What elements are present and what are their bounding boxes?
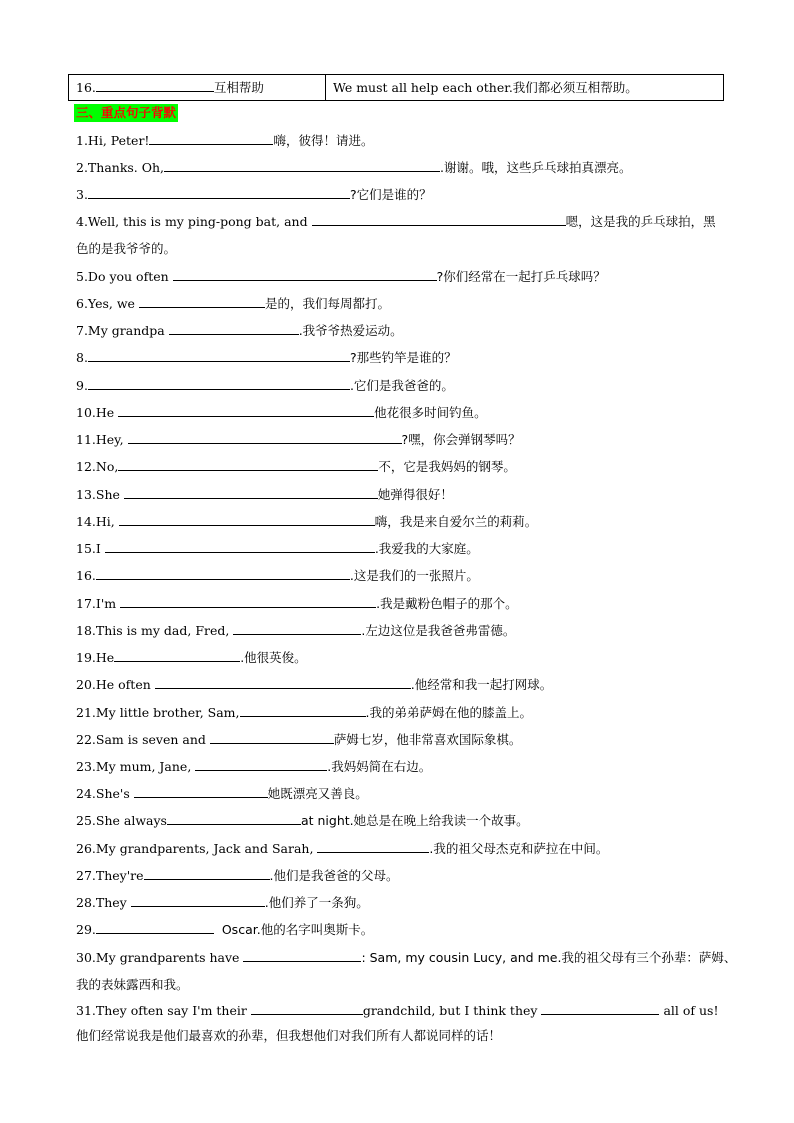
answer-blank[interactable] (149, 133, 273, 145)
sentence-text: 3. (76, 187, 88, 202)
answer-blank[interactable] (164, 160, 440, 172)
sentence-line (76, 1027, 501, 1045)
sentence-cn: ?嘿，你会弹钢琴吗？ (401, 432, 521, 447)
answer-blank[interactable] (88, 378, 350, 390)
answer-blank[interactable] (96, 80, 214, 92)
sentence-cn: .他经常和我一起打网球。 (410, 677, 553, 692)
sentence-line (76, 622, 515, 640)
sentence-line (76, 540, 479, 558)
sentence-line (76, 377, 454, 395)
sentence-text: 31.They often say I'm their (76, 1003, 247, 1018)
sentence-text: 15.I (76, 541, 101, 556)
answer-blank[interactable] (317, 841, 429, 853)
table-cell-left (69, 75, 326, 100)
sentence-line (76, 812, 529, 830)
answer-blank[interactable] (114, 650, 240, 662)
sentence-line (76, 213, 716, 231)
sentence-line (76, 159, 632, 177)
sentence-text: 17.I'm (76, 596, 117, 611)
answer-blank[interactable] (119, 514, 375, 526)
sentence-line (76, 458, 516, 476)
answer-blank[interactable] (195, 759, 327, 771)
sentence-text: 8. (76, 350, 88, 365)
phrase-cn: 互相帮助 (213, 80, 264, 95)
sentence-line (76, 132, 373, 150)
sentence-text: 21.My little brother, Sam, (76, 705, 240, 720)
answer-blank[interactable] (210, 732, 334, 744)
sentence-cn: .他很英俊。 (240, 650, 307, 665)
sentence-cn: .我的祖父母杰克和萨拉在中间。 (429, 841, 609, 856)
sentence-text: 18.This is my dad, Fred, (76, 623, 230, 638)
sentence-line (76, 894, 369, 912)
answer-blank[interactable] (88, 187, 350, 199)
sentence-line (76, 404, 487, 422)
sentence-line (76, 1002, 718, 1020)
sentence-line (76, 513, 537, 531)
sentence-line (76, 186, 432, 204)
sentence-cn: 他们经常说我是他们最喜欢的孙辈，但我想他们对我们所有人都说同样的话！ (76, 1028, 502, 1043)
table-cell-right (326, 75, 723, 100)
answer-blank[interactable] (173, 269, 437, 281)
answer-blank[interactable] (124, 487, 378, 499)
sentence-line (76, 322, 403, 340)
answer-blank[interactable] (134, 786, 268, 798)
sentence-text: grandchild, but I think they (362, 1003, 538, 1018)
answer-blank[interactable] (541, 1003, 659, 1015)
answer-blank[interactable] (169, 323, 299, 335)
sentence-text: all of us! (663, 1003, 719, 1018)
sentence-cn: : Sam, my cousin Lucy, and me.我的祖父母有三个孙辈：萨姆、 (361, 950, 737, 965)
sentence-line (76, 785, 368, 803)
answer-blank[interactable] (128, 432, 402, 444)
sentence-text: 14.Hi, (76, 514, 115, 529)
sentence-line (76, 595, 518, 613)
answer-blank[interactable] (251, 1003, 363, 1015)
sentence-line (76, 867, 399, 885)
sentence-cn: 不，它是我妈妈的钢琴。 (378, 459, 516, 474)
sentence-line (76, 486, 453, 504)
answer-blank[interactable] (120, 596, 376, 608)
sentence-text: 26.My grandparents, Jack and Sarah, (76, 841, 314, 856)
sentence-line (76, 649, 307, 667)
answer-blank[interactable] (96, 922, 214, 934)
vocab-table-row (68, 74, 724, 101)
sentence-cn: .他们养了一条狗。 (264, 895, 369, 910)
sentence-line (76, 949, 736, 967)
answer-blank[interactable] (167, 813, 301, 825)
sentence-cn: .谢谢。哦，这些乒乓球拍真漂亮。 (440, 160, 632, 175)
sentence-cn: 嗨，我是来自爱尔兰的莉莉。 (374, 514, 538, 529)
sentence-line (76, 921, 373, 939)
answer-blank[interactable] (312, 214, 566, 226)
sentence-cn: .这是我们的一张照片。 (349, 568, 479, 583)
sentence-text: 16. (76, 568, 96, 583)
sentence-line (76, 731, 521, 749)
sentence-text: 23.My mum, Jane, (76, 759, 192, 774)
answer-blank[interactable] (96, 568, 350, 580)
sentence-text: 10.He (76, 405, 115, 420)
sentence-text: 9. (76, 378, 88, 393)
answer-blank[interactable] (139, 296, 265, 308)
sentence-text: 22.Sam is seven and (76, 732, 206, 747)
sentence-text: 2.Thanks. Oh, (76, 160, 165, 175)
sentence-text: 27.They're (76, 868, 144, 883)
sentence-text: 5.Do you often (76, 269, 169, 284)
sentence-text: 1.Hi, Peter! (76, 133, 150, 148)
sentence-cn: .它们是我爸爸的。 (349, 378, 454, 393)
sentence-line (76, 676, 552, 694)
sentence-text: 19.He (76, 650, 115, 665)
sentence-cn: .我爱我的大家庭。 (374, 541, 479, 556)
sentence-line (76, 704, 532, 722)
sentence-cn: ?它们是谁的？ (349, 187, 432, 202)
answer-blank[interactable] (88, 350, 350, 362)
example-sentence: We must all help each other.我们都必须互相帮助。 (333, 80, 638, 95)
sentence-line (76, 758, 431, 776)
sentence-text: 29. (76, 922, 96, 937)
answer-blank[interactable] (243, 950, 361, 962)
sentence-line (76, 431, 521, 449)
sentence-cn: 他花很多时间钓鱼。 (374, 405, 487, 420)
sentence-cn: .我妈妈简在右边。 (327, 759, 432, 774)
answer-blank[interactable] (155, 677, 411, 689)
section-heading: 三、重点句子背默 (76, 105, 177, 120)
sentence-cn: at night.她总是在晚上给我读一个故事。 (300, 813, 529, 828)
sentence-cn: .我的弟弟萨姆在他的膝盖上。 (365, 705, 532, 720)
sentence-line (76, 976, 189, 994)
sentence-line (76, 295, 390, 313)
sentence-text: 30.My grandparents have (76, 950, 240, 965)
sentence-text: 28.They (76, 895, 127, 910)
item-number: 16. (76, 80, 96, 95)
sentence-cn: 她既漂亮又善良。 (267, 786, 368, 801)
sentence-cn: .左边这位是我爸爸弗雷德。 (361, 623, 516, 638)
sentence-cn: 嗯，这是我的乒乓球拍，黑 (565, 214, 716, 229)
answer-blank[interactable] (131, 895, 265, 907)
sentence-text: 6.Yes, we (76, 296, 135, 311)
sentence-cn: ?那些钓竿是谁的？ (349, 350, 457, 365)
answer-blank[interactable] (118, 459, 378, 471)
sentence-text: 12.No, (76, 459, 119, 474)
sentence-cn: 是的，我们每周都打。 (264, 296, 390, 311)
sentence-line (76, 268, 606, 286)
sentence-text: 13.She (76, 487, 120, 502)
answer-blank[interactable] (118, 405, 374, 417)
sentence-line (76, 240, 176, 258)
sentence-cn: 嗨，彼得！请进。 (273, 133, 374, 148)
answer-blank[interactable] (233, 623, 361, 635)
sentence-line (76, 840, 608, 858)
sentence-text: 20.He often (76, 677, 151, 692)
sentence-cn: ?你们经常在一起打乒乓球吗？ (436, 269, 606, 284)
sentence-cn: 我的表妹露西和我。 (76, 977, 189, 992)
sentence-cn: Oscar.他的名字叫奥斯卡。 (221, 922, 374, 937)
sentence-cn: 萨姆七岁，他非常喜欢国际象棋。 (333, 732, 522, 747)
sentence-text: 4.Well, this is my ping-pong bat, and (76, 214, 308, 229)
sentence-text: 7.My grandpa (76, 323, 165, 338)
answer-blank[interactable] (105, 541, 375, 553)
sentence-text: 25.She always (76, 813, 167, 828)
sentence-cn: 色的是我爷爷的。 (76, 241, 177, 256)
sentence-cn: .他们是我爸爸的父母。 (269, 868, 399, 883)
answer-blank[interactable] (144, 868, 270, 880)
sentence-text: 11.Hey, (76, 432, 124, 447)
sentence-cn: .我爷爷热爱运动。 (298, 323, 403, 338)
sentence-cn: 她弹得很好！ (377, 487, 453, 502)
sentence-line (76, 349, 457, 367)
answer-blank[interactable] (240, 705, 366, 717)
sentence-text: 24.She's (76, 786, 130, 801)
sentence-cn: .我是戴粉色帽子的那个。 (376, 596, 518, 611)
sentence-line (76, 567, 479, 585)
